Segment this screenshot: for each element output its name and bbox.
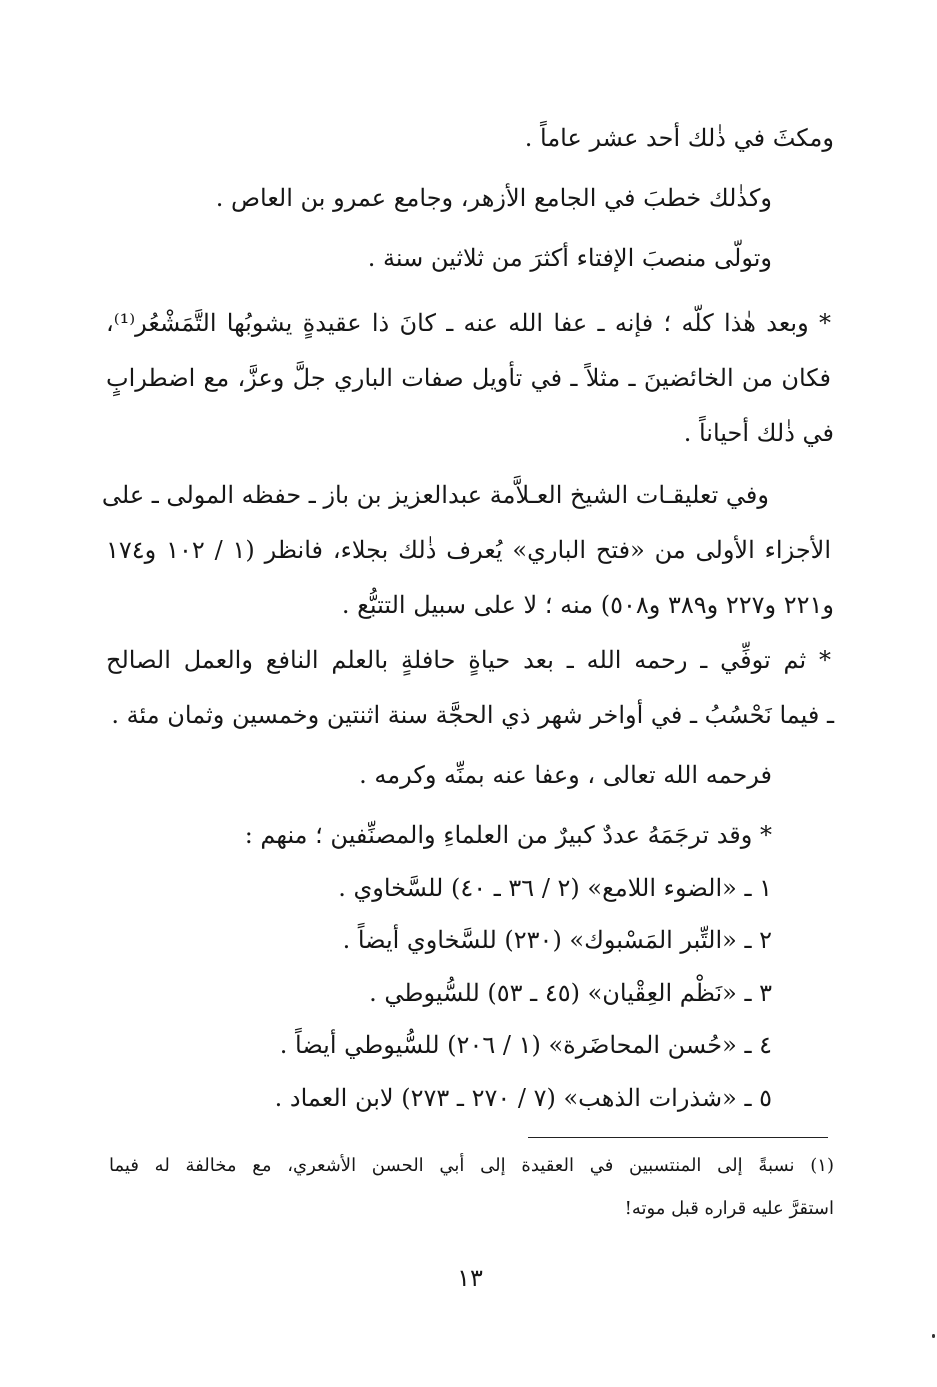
text-line-13: * وقد ترجَمَهُ عددٌ كبيرٌ من العلماءِ والمصنِّفين ؛ منهم : <box>244 821 772 849</box>
reference-item-1: ١ ـ «الضوء اللامع» (٢ / ٣٦ ـ ٤٠) للسَّخاوي . <box>338 874 772 902</box>
scan-speck <box>932 1334 935 1338</box>
text-line-6: في ذٰلك أحياناً . <box>683 419 834 447</box>
footnote-separator <box>528 1137 828 1138</box>
text-line-1: ومكثَ في ذٰلك أحد عشر عاماً . <box>524 124 834 152</box>
footnote-line-1: (١) نسبةً إلى المنتسبين في العقيدة إلى أبي الحسن الأشعري، مع مخالفة له فيما <box>109 1155 834 1176</box>
text-line-11: ـ فيما نَحْسُبُ ـ في أواخر شهر ذي الحجَّة سنة اثنتين وخمسين وثمان مئة . <box>111 701 834 729</box>
text-line-7: وفي تعليقـات الشيخ العـلاَّمة عبدالعزيز بن باز ـ حفظه المولى ـ على <box>101 481 769 509</box>
page-number: ١٣ <box>457 1264 483 1292</box>
text-line-9: و٢٢١ و٢٢٧ و٣٨٩ و٥٠٨) منه ؛ لا على سبيل التتبُّع . <box>341 591 834 619</box>
reference-item-3: ٣ ـ «نَظْم العِقْيان» (٤٥ ـ ٥٣) للسُّيوطي . <box>369 979 772 1007</box>
text-line-4: * وبعد هٰذا كلّه ؛ فإنه ـ عفا الله عنه ـ كانَ ذا عقيدةٍ يشوبُها التَّمَشْعُر⁽¹⁾، <box>106 309 831 337</box>
text-line-2: وكذٰلك خطبَ في الجامع الأزهر، وجامع عمرو بن العاص . <box>215 184 772 212</box>
reference-item-2: ٢ ـ «التِّبر المَسْبوك» (٢٣٠) للسَّخاوي أيضاً . <box>342 926 772 954</box>
reference-item-5: ٥ ـ «شذرات الذهب» (٧ / ٢٧٠ ـ ٢٧٣) لابن العماد . <box>274 1084 772 1112</box>
text-line-8: الأجزاء الأولى من «فتح الباري» يُعرف ذٰلك بجلاء، فانظر (١ / ١٠٢ و١٧٤ <box>106 536 832 564</box>
text-line-10: * ثم توفِّي ـ رحمه الله ـ بعد حياةٍ حافلةٍ بالعلم النافع والعمل الصالح <box>106 646 831 674</box>
reference-item-4: ٤ ـ «حُسن المحاضَرة» (١ / ٢٠٦) للسُّيوطي أيضاً . <box>279 1031 772 1059</box>
text-line-12: فرحمه الله تعالى ، وعفا عنه بمنِّه وكرمه . <box>359 761 772 789</box>
text-line-3: وتولّى منصبَ الإفتاء أكثرَ من ثلاثين سنة . <box>367 244 772 272</box>
footnote-line-2: استقرَّ عليه قراره قبل موته! <box>624 1198 834 1219</box>
text-line-5: فكان من الخائضينَ ـ مثلاً ـ في تأويل صفات الباري جلَّ وعزَّ، مع اضطرابٍ <box>106 364 831 392</box>
